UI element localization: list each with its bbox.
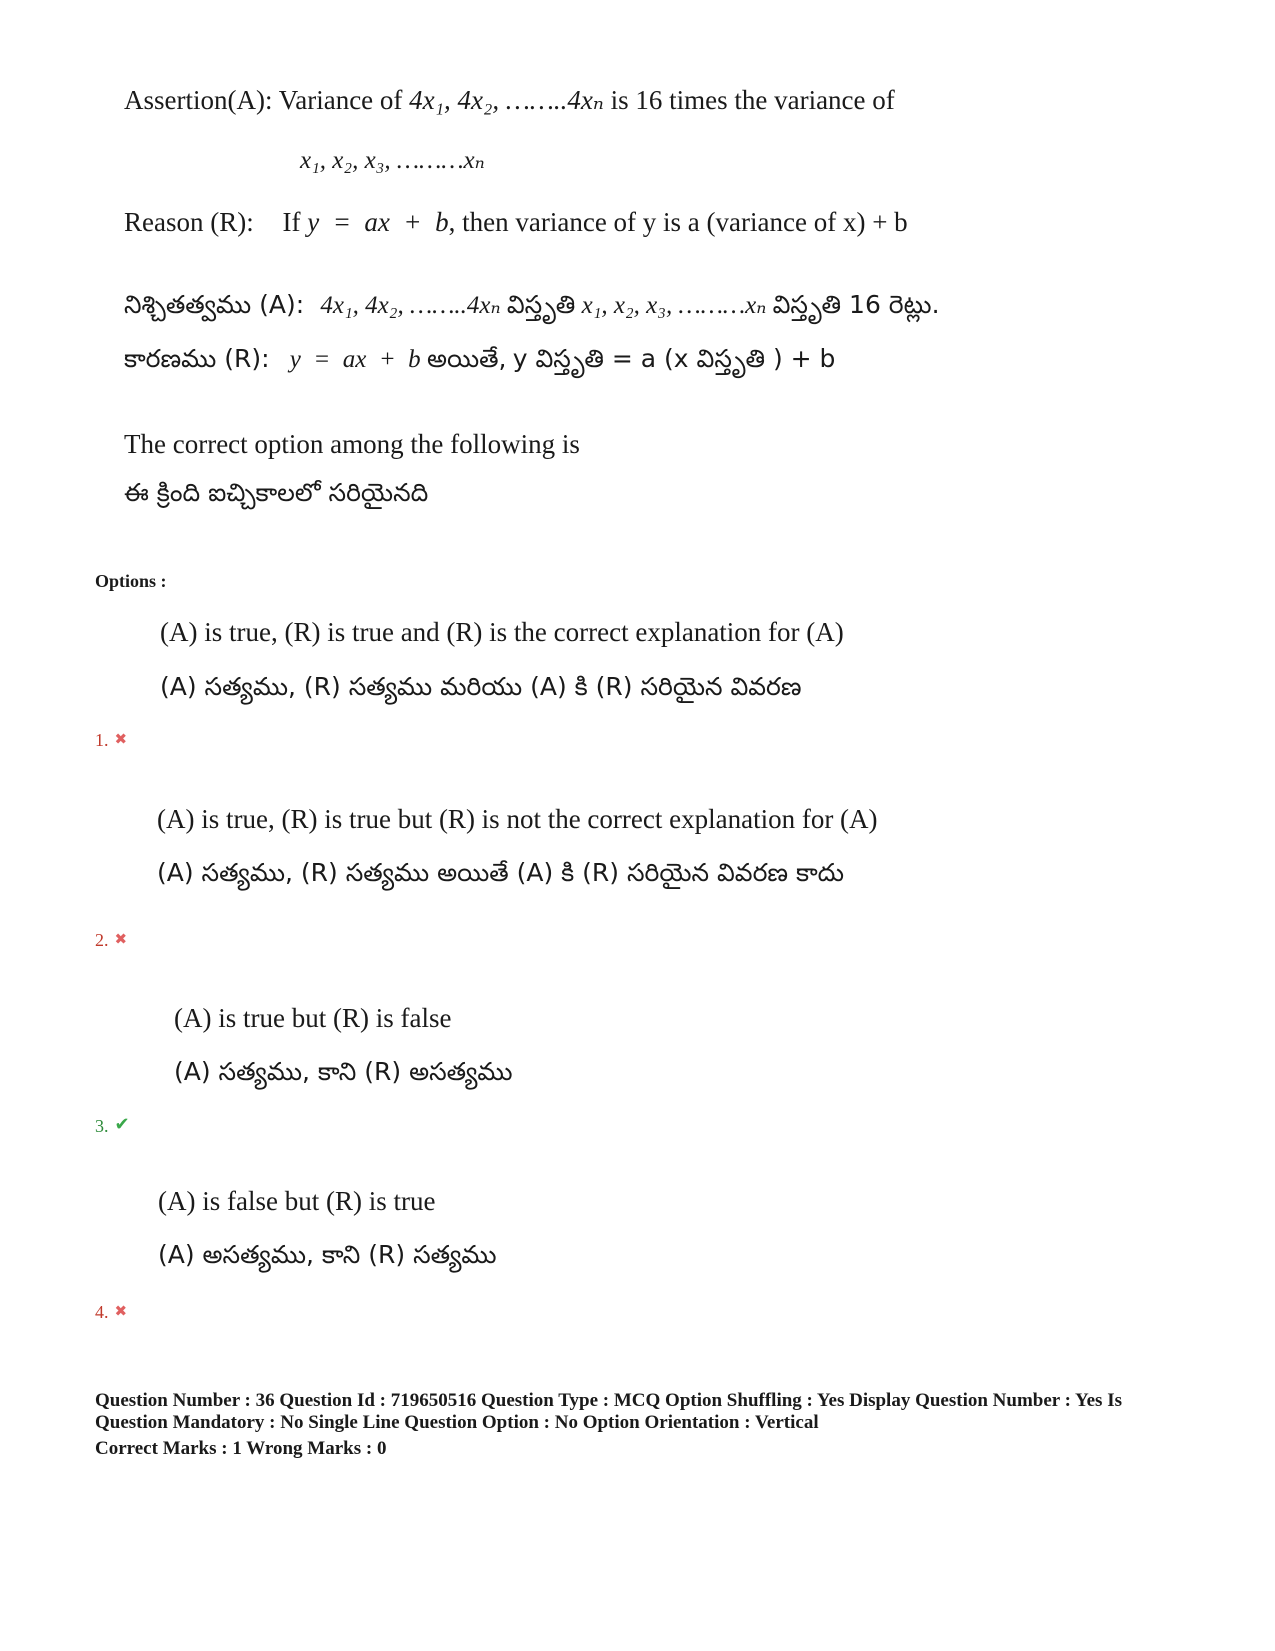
metadata-marks: Correct Marks : 1 Wrong Marks : 0 [95,1438,387,1459]
reason-te-rest: y విస్తృతి = a (x విస్తృతి ) + b [512,344,836,373]
option-4-number: 4. [95,1302,109,1322]
assertion-te-word2: విస్తృతి 16 రెట్లు. [772,290,940,319]
assertion-en [124,84,895,116]
prompt-en: The correct option among the following is [124,429,580,459]
option-2-marker [95,930,127,951]
assertion-te [124,290,940,321]
assertion-te-terms: 4x₁, 4x₂, ……..4xₙ [320,292,501,319]
check-icon: ✔ [114,1114,130,1134]
reason-en-if: If [282,207,301,237]
assertion-te-vars: x₁, x₂, x₃, ………xₙ [581,292,767,319]
assertion-en-prefix: Assertion(A): Variance of [124,85,403,115]
reason-te-equation: y = ax + b [289,346,421,373]
reason-en-suffix: , then variance of y is a (variance of x) + b [448,207,908,237]
option-2-en: (A) is true, (R) is true but (R) is not the correct explanation for (A) [157,804,878,834]
option-4-te: (A) అసత్యము, కాని (R) సత్యము [158,1240,497,1269]
options-label: Options : [95,571,167,591]
reason-en [124,206,908,238]
option-4-marker [95,1302,127,1323]
cross-icon: ✖ [114,932,128,948]
cross-icon: ✖ [114,1304,128,1320]
option-4-en: (A) is false but (R) is true [158,1186,436,1216]
assertion-en-suffix: is 16 times the variance of [610,85,895,115]
option-3-marker [95,1114,130,1137]
option-3-te: (A) సత్యము, కాని (R) అసత్యము [174,1057,513,1086]
metadata-line-1: Question Number : 36 Question Id : 719650516 Question Type : MCQ Option Shuffling : Yes Display Question Number : Yes Is [95,1390,1122,1411]
option-2-number: 2. [95,930,109,950]
reason-te-label: కారణము (R): [124,344,270,373]
prompt-te: ఈ క్రింది ఐచ్చికాలలో సరియైనది [124,478,429,507]
option-2-te: (A) సత్యము, (R) సత్యము అయితే (A) కి (R) సరియైన వివరణ కాదు [157,858,844,887]
reason-te-mid: అయితే, [426,344,507,373]
question-metadata [95,1390,1215,1460]
metadata-line-2: Question Mandatory : No Single Line Question Option : No Option Orientation : Vertical [95,1412,819,1433]
option-3-en: (A) is true but (R) is false [174,1003,452,1033]
assertion-te-word1: విస్తృతి [506,290,576,319]
reason-te [124,344,835,375]
assertion-te-label: నిశ్చితత్వము (A): [124,290,305,319]
option-1-number: 1. [95,730,109,750]
cross-icon: ✖ [114,732,128,748]
reason-en-prefix: Reason (R): [124,207,254,237]
assertion-en-terms: 4x₁, 4x₂, ……..4xₙ [409,85,604,115]
assertion-en-vars: x₁, x₂, x₃, ………xₙ [300,147,485,174]
option-1-marker [95,730,127,751]
reason-en-equation: y = ax + b [307,207,449,237]
option-1-te: (A) సత్యము, (R) సత్యము మరియు (A) కి (R) సరియైన వివరణ [160,672,802,701]
option-1-en: (A) is true, (R) is true and (R) is the correct explanation for (A) [160,617,844,647]
option-3-number: 3. [95,1116,109,1136]
